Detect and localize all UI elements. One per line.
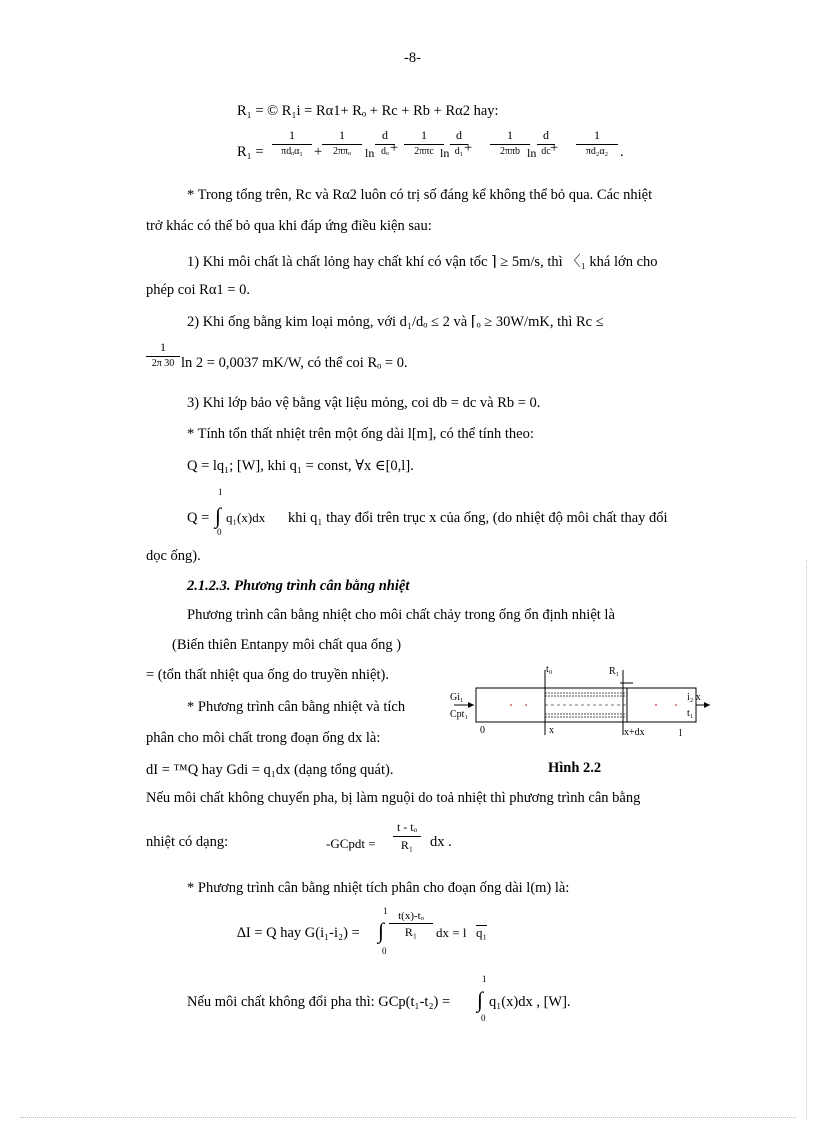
equation-q1: Q = lq₁; [W], khi q₁ = const, ∀x ∈[0,l]. bbox=[187, 458, 414, 474]
figure-label-xdx: x+dx bbox=[624, 727, 645, 738]
section-para5-line2: nhiệt có dạng: bbox=[146, 834, 229, 850]
integral-sign-3: ∫ bbox=[477, 987, 484, 1012]
item3: 3) Khi lớp bảo vệ bằng vật liệu mỏng, coi db = dc và Rb = 0. bbox=[187, 395, 541, 411]
fraction-5: d d₁ bbox=[450, 128, 468, 157]
integral-sign-2: ∫ bbox=[378, 918, 385, 943]
fraction-6: 1 2ππb bbox=[490, 128, 530, 157]
fraction-1: 1 πdₒα₁ bbox=[272, 128, 312, 157]
dot bbox=[675, 704, 677, 706]
plus-3: + bbox=[464, 140, 473, 156]
page-right-border bbox=[806, 560, 807, 1120]
section-para5-line1: Nếu môi chất không chuyển pha, bị làm nguội do toả nhiệt thì phương trình cân bằng bbox=[146, 790, 641, 806]
section-para4-line2: phân cho môi chất trong đoạn ống dx là: bbox=[146, 730, 381, 746]
section-para7-lhs: Nếu môi chất không đổi pha thì: GCp(t₁-t₂) = bbox=[187, 994, 451, 1010]
section-para6: * Phương trình cân bằng nhiệt tích phân cho đoạn ống dài l(m) là: bbox=[187, 880, 570, 896]
plus-1: + bbox=[314, 144, 323, 160]
figure-label-rl: R₁ bbox=[609, 666, 620, 677]
formula-r1-lhs: R₁ = bbox=[237, 144, 264, 160]
figure-label-cpt1: Cpt₁ bbox=[450, 709, 468, 720]
para1-line2: trở khác có thể bỏ qua khi đáp ứng điều kiện sau: bbox=[146, 218, 432, 234]
item2-line2: ln 2 = 0,0037 mK/W, có thể coi Rₒ = 0. bbox=[181, 355, 408, 371]
equation-q2-rest: khi q₁ thay đổi trên trục x của ống, (do nhiệt độ môi chất thay đổi bbox=[288, 510, 668, 526]
plus-2: + bbox=[390, 140, 399, 156]
fraction-7: d dc bbox=[537, 128, 555, 157]
figure-label-t1: t₁ bbox=[687, 708, 694, 719]
integral-upper: 1 bbox=[218, 487, 223, 497]
section-heading: 2.1.2.3. Phương trình cân bằng nhiệt bbox=[187, 578, 410, 594]
equation-gcp-rest: dx . bbox=[430, 834, 452, 850]
para1-line1: * Trong tổng trên, Rc và Rα2 luôn có trị số đáng kể không thể bỏ qua. Các nhiệt bbox=[187, 187, 653, 203]
section-para4-line1: * Phương trình cân bằng nhiệt và tích bbox=[187, 699, 406, 715]
integral-2-lower: 0 bbox=[382, 946, 387, 956]
integral-lower: 0 bbox=[217, 527, 222, 537]
inlet-arrowhead bbox=[468, 702, 474, 708]
dot bbox=[525, 704, 527, 706]
figure-caption: Hình 2.2 bbox=[548, 760, 602, 776]
fraction-4: 1 2ππc bbox=[404, 128, 444, 157]
section-para7-rest: q₁(x)dx , [W]. bbox=[489, 994, 571, 1010]
equation-q2-cont: dọc ống). bbox=[146, 548, 201, 564]
item2-line1: 2) Khi ống bằng kim loại mỏng, với d₁/dₒ ≤ 2 và ⌈ₒ ≥ 30W/mK, thì Rc ≤ bbox=[187, 314, 604, 330]
dot bbox=[510, 704, 512, 706]
ln-2: ln bbox=[440, 146, 450, 160]
ln-3: ln bbox=[527, 146, 537, 160]
item1-line2: phép coi Rα1 = 0. bbox=[146, 282, 250, 298]
equation-gcp-lhs: -GCpdt = bbox=[326, 836, 376, 851]
equation-q2-lhs: Q = bbox=[187, 510, 210, 526]
ln-1: ln bbox=[365, 146, 375, 160]
figure-pipe bbox=[448, 665, 713, 745]
section-para2: (Biến thiên Entanpy môi chất qua ống ) bbox=[172, 637, 402, 653]
plus-4: + bbox=[550, 140, 559, 156]
section-para1: Phương trình cân bằng nhiệt cho môi chất chảy trong ống ổn định nhiệt là bbox=[187, 607, 615, 623]
figure-label-zero: 0 bbox=[480, 725, 485, 736]
figure-label-i2x: i₂ x bbox=[687, 692, 701, 703]
figure-label-l: l bbox=[679, 728, 682, 739]
figure-label-t0: t₀ bbox=[546, 664, 553, 675]
integral-sign: ∫ bbox=[215, 503, 222, 528]
outlet-arrowhead bbox=[704, 702, 710, 708]
integral-3-upper: 1 bbox=[482, 974, 487, 984]
equation-di-rest: dx = l bbox=[436, 925, 467, 940]
figure-label-gi1: Gi₁ bbox=[450, 692, 464, 703]
page-bottom-border bbox=[20, 1117, 796, 1118]
page-number: -8- bbox=[404, 50, 421, 66]
equation-gcp-fraction: t - tₒ R₁ bbox=[393, 820, 421, 853]
fraction-8: 1 πd₂α₂ bbox=[576, 128, 618, 157]
integral-2-upper: 1 bbox=[383, 906, 388, 916]
section-para4-line3: dI = ™Q hay Gdi = q₁dx (dạng tổng quát). bbox=[146, 762, 394, 778]
fraction-3: d dₒ bbox=[375, 128, 395, 157]
item1-line1: 1) Khi môi chất là chất lỏng hay chất khí có vận tốc ⌉ ≥ 5m/s, thì 〈₁ khá lớn cho bbox=[187, 254, 658, 270]
para2: * Tính tổn thất nhiệt trên một ống dài l[m], có thể tính theo: bbox=[187, 426, 534, 442]
integral-3-lower: 0 bbox=[481, 1013, 486, 1023]
pipe-diagram bbox=[448, 665, 713, 745]
section-para3: = (tổn thất nhiệt qua ống do truyền nhiệt). bbox=[146, 667, 389, 683]
formula-end: . bbox=[620, 144, 624, 160]
formula-r1-sum: R₁ = © R₁i = Rα1+ Rₒ + Rc + Rb + Rα2 hay: bbox=[237, 103, 499, 119]
item2-fraction: 1 2π 30 bbox=[146, 340, 180, 369]
equation-di-lhs: ∆I = Q hay G(i₁-i₂) = bbox=[237, 925, 360, 941]
dot bbox=[655, 704, 657, 706]
equation-di-qbar: q₁ bbox=[476, 925, 488, 940]
equation-di-fraction: t(x)-tₒ R₁ bbox=[389, 910, 433, 940]
figure-label-x: x bbox=[549, 725, 554, 736]
fraction-2: 1 2ππₒ bbox=[322, 128, 362, 157]
integral-body: q₁(x)dx bbox=[226, 510, 266, 525]
